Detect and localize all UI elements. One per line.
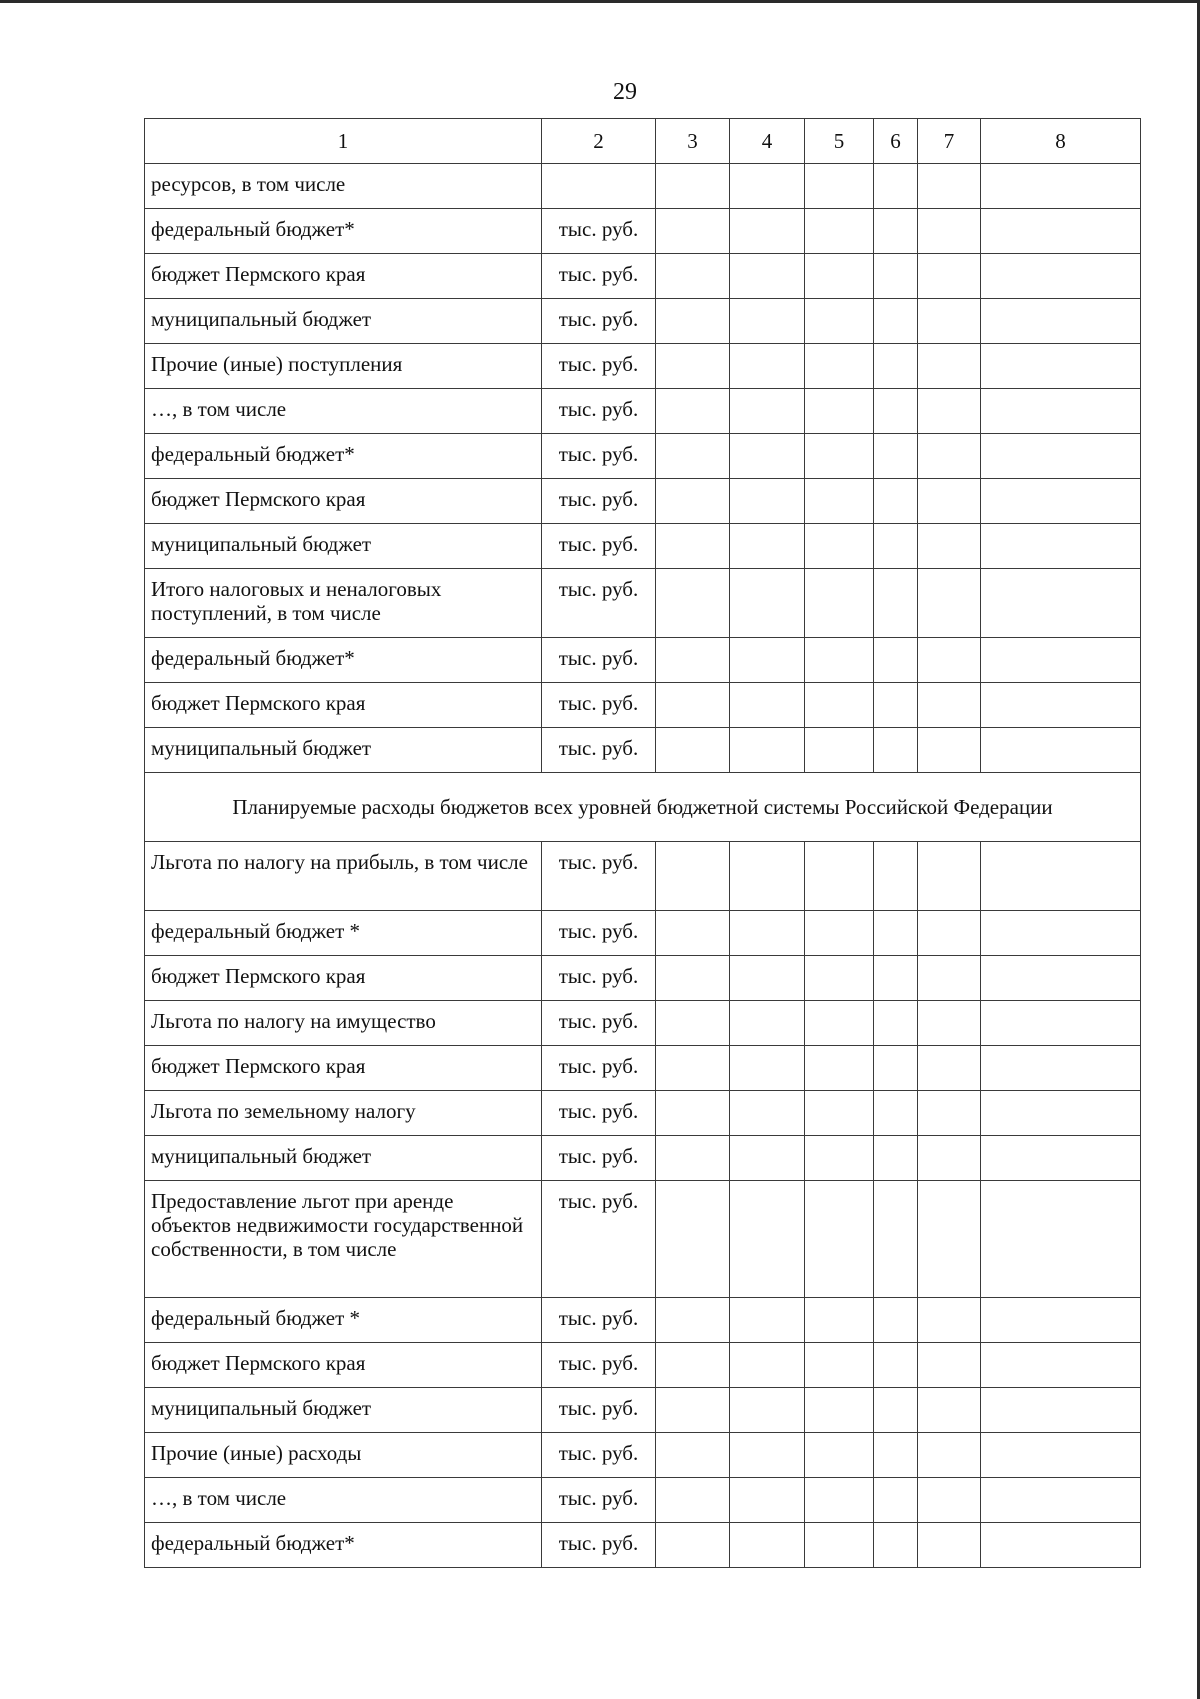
value-cell-col-8	[981, 956, 1141, 1001]
value-cell-col-4	[730, 299, 805, 344]
value-cell-col-7	[918, 434, 981, 479]
row-label: ресурсов, в том числе	[145, 164, 542, 209]
value-cell-col-6	[874, 1001, 918, 1046]
value-cell-col-6	[874, 389, 918, 434]
value-cell-col-3	[656, 1001, 730, 1046]
value-cell-col-6	[874, 911, 918, 956]
value-cell-col-3	[656, 911, 730, 956]
value-cell-col-4	[730, 1136, 805, 1181]
value-cell-col-3	[656, 956, 730, 1001]
row-label: муниципальный бюджет	[145, 1388, 542, 1433]
scan-border-top	[0, 0, 1200, 3]
value-cell-col-7	[918, 209, 981, 254]
value-cell-col-8	[981, 434, 1141, 479]
value-cell-col-4	[730, 1388, 805, 1433]
row-unit: тыс. руб.	[542, 956, 656, 1001]
value-cell-col-6	[874, 842, 918, 911]
row-label: федеральный бюджет*	[145, 638, 542, 683]
row-unit: тыс. руб.	[542, 1298, 656, 1343]
value-cell-col-5	[805, 209, 874, 254]
value-cell-col-4	[730, 1478, 805, 1523]
value-cell-col-4	[730, 956, 805, 1001]
row-label: Прочие (иные) расходы	[145, 1433, 542, 1478]
value-cell-col-6	[874, 1298, 918, 1343]
value-cell-col-8	[981, 479, 1141, 524]
table-row	[145, 1091, 1141, 1136]
value-cell-col-5	[805, 254, 874, 299]
row-label: Предоставление льгот при аренде объектов недвижимости государственной собственности, в том числе	[145, 1181, 542, 1298]
table-row	[145, 1001, 1141, 1046]
value-cell-col-3	[656, 728, 730, 773]
table-row	[145, 1523, 1141, 1568]
value-cell-col-7	[918, 1181, 981, 1298]
value-cell-col-4	[730, 911, 805, 956]
value-cell-col-4	[730, 209, 805, 254]
row-unit: тыс. руб.	[542, 1001, 656, 1046]
row-unit: тыс. руб.	[542, 1091, 656, 1136]
table-row	[145, 1343, 1141, 1388]
value-cell-col-8	[981, 1091, 1141, 1136]
table-row	[145, 209, 1141, 254]
table-row	[145, 389, 1141, 434]
value-cell-col-5	[805, 1136, 874, 1181]
value-cell-col-7	[918, 911, 981, 956]
value-cell-col-3	[656, 1388, 730, 1433]
table-row	[145, 956, 1141, 1001]
table-row	[145, 524, 1141, 569]
table-row	[145, 434, 1141, 479]
column-header-8: 8	[981, 119, 1141, 164]
value-cell-col-5	[805, 569, 874, 638]
value-cell-col-7	[918, 728, 981, 773]
value-cell-col-4	[730, 1091, 805, 1136]
row-label: федеральный бюджет*	[145, 1523, 542, 1568]
table-row	[145, 479, 1141, 524]
value-cell-col-7	[918, 569, 981, 638]
row-unit: тыс. руб.	[542, 1433, 656, 1478]
value-cell-col-3	[656, 1298, 730, 1343]
value-cell-col-3	[656, 209, 730, 254]
value-cell-col-3	[656, 344, 730, 389]
value-cell-col-7	[918, 956, 981, 1001]
value-cell-col-6	[874, 1181, 918, 1298]
row-unit: тыс. руб.	[542, 1181, 656, 1298]
row-unit	[542, 164, 656, 209]
column-header-3: 3	[656, 119, 730, 164]
value-cell-col-4	[730, 842, 805, 911]
value-cell-col-6	[874, 728, 918, 773]
row-label: муниципальный бюджет	[145, 728, 542, 773]
value-cell-col-3	[656, 1343, 730, 1388]
row-unit: тыс. руб.	[542, 1136, 656, 1181]
value-cell-col-3	[656, 389, 730, 434]
value-cell-col-4	[730, 683, 805, 728]
value-cell-col-7	[918, 479, 981, 524]
row-unit: тыс. руб.	[542, 254, 656, 299]
row-label: муниципальный бюджет	[145, 299, 542, 344]
value-cell-col-6	[874, 479, 918, 524]
value-cell-col-4	[730, 389, 805, 434]
table-row	[145, 569, 1141, 638]
value-cell-col-8	[981, 1001, 1141, 1046]
column-header-6: 6	[874, 119, 918, 164]
value-cell-col-5	[805, 1343, 874, 1388]
value-cell-col-3	[656, 683, 730, 728]
value-cell-col-4	[730, 254, 805, 299]
table-header	[145, 119, 1141, 164]
row-label: бюджет Пермского края	[145, 479, 542, 524]
value-cell-col-7	[918, 1478, 981, 1523]
table-row	[145, 683, 1141, 728]
value-cell-col-5	[805, 1181, 874, 1298]
row-label: Льгота по налогу на прибыль, в том числе	[145, 842, 542, 911]
value-cell-col-7	[918, 638, 981, 683]
row-label: муниципальный бюджет	[145, 1136, 542, 1181]
value-cell-col-5	[805, 1298, 874, 1343]
value-cell-col-3	[656, 1478, 730, 1523]
value-cell-col-4	[730, 1298, 805, 1343]
row-unit: тыс. руб.	[542, 683, 656, 728]
value-cell-col-3	[656, 1433, 730, 1478]
value-cell-col-5	[805, 164, 874, 209]
row-label: …, в том числе	[145, 389, 542, 434]
table-row	[145, 1478, 1141, 1523]
column-header-2: 2	[542, 119, 656, 164]
row-label: бюджет Пермского края	[145, 254, 542, 299]
table-row	[145, 1298, 1141, 1343]
value-cell-col-3	[656, 569, 730, 638]
value-cell-col-5	[805, 1433, 874, 1478]
table-row	[145, 299, 1141, 344]
row-unit: тыс. руб.	[542, 1478, 656, 1523]
row-unit: тыс. руб.	[542, 479, 656, 524]
value-cell-col-3	[656, 524, 730, 569]
value-cell-col-8	[981, 728, 1141, 773]
value-cell-col-3	[656, 1046, 730, 1091]
row-unit: тыс. руб.	[542, 389, 656, 434]
value-cell-col-7	[918, 1343, 981, 1388]
row-label: Льгота по земельному налогу	[145, 1091, 542, 1136]
row-unit: тыс. руб.	[542, 1523, 656, 1568]
row-label: Льгота по налогу на имущество	[145, 1001, 542, 1046]
value-cell-col-4	[730, 1523, 805, 1568]
row-label: бюджет Пермского края	[145, 956, 542, 1001]
budget-table	[144, 118, 1141, 1568]
value-cell-col-4	[730, 1001, 805, 1046]
value-cell-col-8	[981, 638, 1141, 683]
value-cell-col-8	[981, 1298, 1141, 1343]
row-label: бюджет Пермского края	[145, 1343, 542, 1388]
value-cell-col-6	[874, 1433, 918, 1478]
column-header-7: 7	[918, 119, 981, 164]
value-cell-col-7	[918, 389, 981, 434]
row-label: Прочие (иные) поступления	[145, 344, 542, 389]
value-cell-col-6	[874, 1388, 918, 1433]
value-cell-col-6	[874, 344, 918, 389]
table-body-expenses	[145, 842, 1141, 1568]
value-cell-col-8	[981, 1433, 1141, 1478]
table-row	[145, 254, 1141, 299]
value-cell-col-7	[918, 1091, 981, 1136]
row-label: федеральный бюджет*	[145, 434, 542, 479]
value-cell-col-7	[918, 1298, 981, 1343]
table-section	[145, 773, 1141, 842]
value-cell-col-8	[981, 164, 1141, 209]
value-cell-col-4	[730, 1343, 805, 1388]
value-cell-col-5	[805, 344, 874, 389]
table-row	[145, 344, 1141, 389]
value-cell-col-7	[918, 1433, 981, 1478]
value-cell-col-3	[656, 299, 730, 344]
value-cell-col-4	[730, 479, 805, 524]
value-cell-col-5	[805, 1388, 874, 1433]
value-cell-col-7	[918, 1046, 981, 1091]
table-row	[145, 1388, 1141, 1433]
value-cell-col-4	[730, 728, 805, 773]
value-cell-col-5	[805, 956, 874, 1001]
value-cell-col-7	[918, 1388, 981, 1433]
section-title: Планируемые расходы бюджетов всех уровней бюджетной системы Российской Федерации	[145, 773, 1141, 842]
value-cell-col-5	[805, 1091, 874, 1136]
value-cell-col-5	[805, 434, 874, 479]
value-cell-col-8	[981, 524, 1141, 569]
value-cell-col-7	[918, 1001, 981, 1046]
value-cell-col-4	[730, 1433, 805, 1478]
value-cell-col-8	[981, 842, 1141, 911]
value-cell-col-3	[656, 164, 730, 209]
table-row	[145, 842, 1141, 911]
value-cell-col-6	[874, 1046, 918, 1091]
value-cell-col-8	[981, 683, 1141, 728]
value-cell-col-5	[805, 842, 874, 911]
value-cell-col-5	[805, 389, 874, 434]
value-cell-col-4	[730, 569, 805, 638]
value-cell-col-8	[981, 1181, 1141, 1298]
value-cell-col-4	[730, 164, 805, 209]
value-cell-col-3	[656, 1091, 730, 1136]
value-cell-col-4	[730, 344, 805, 389]
value-cell-col-5	[805, 911, 874, 956]
value-cell-col-7	[918, 299, 981, 344]
value-cell-col-3	[656, 842, 730, 911]
row-unit: тыс. руб.	[542, 209, 656, 254]
section-row	[145, 773, 1141, 842]
value-cell-col-3	[656, 479, 730, 524]
value-cell-col-5	[805, 299, 874, 344]
value-cell-col-6	[874, 209, 918, 254]
header-row	[145, 119, 1141, 164]
value-cell-col-4	[730, 1181, 805, 1298]
value-cell-col-4	[730, 1046, 805, 1091]
value-cell-col-4	[730, 638, 805, 683]
row-unit: тыс. руб.	[542, 1343, 656, 1388]
value-cell-col-5	[805, 479, 874, 524]
value-cell-col-6	[874, 683, 918, 728]
row-unit: тыс. руб.	[542, 524, 656, 569]
value-cell-col-3	[656, 638, 730, 683]
table-row	[145, 728, 1141, 773]
row-label: федеральный бюджет *	[145, 911, 542, 956]
value-cell-col-5	[805, 1478, 874, 1523]
value-cell-col-6	[874, 1343, 918, 1388]
column-header-5: 5	[805, 119, 874, 164]
value-cell-col-5	[805, 1001, 874, 1046]
row-label: муниципальный бюджет	[145, 524, 542, 569]
value-cell-col-6	[874, 299, 918, 344]
row-unit: тыс. руб.	[542, 1046, 656, 1091]
value-cell-col-4	[730, 434, 805, 479]
value-cell-col-8	[981, 389, 1141, 434]
row-unit: тыс. руб.	[542, 728, 656, 773]
table-row	[145, 1181, 1141, 1298]
row-unit: тыс. руб.	[542, 842, 656, 911]
row-label: федеральный бюджет *	[145, 1298, 542, 1343]
value-cell-col-8	[981, 1478, 1141, 1523]
row-unit: тыс. руб.	[542, 911, 656, 956]
value-cell-col-5	[805, 728, 874, 773]
table-body-revenues	[145, 164, 1141, 773]
value-cell-col-8	[981, 254, 1141, 299]
value-cell-col-5	[805, 1523, 874, 1568]
table-row	[145, 638, 1141, 683]
value-cell-col-3	[656, 254, 730, 299]
row-label: федеральный бюджет*	[145, 209, 542, 254]
value-cell-col-6	[874, 434, 918, 479]
value-cell-col-8	[981, 1136, 1141, 1181]
value-cell-col-8	[981, 1046, 1141, 1091]
value-cell-col-6	[874, 164, 918, 209]
value-cell-col-3	[656, 1523, 730, 1568]
row-unit: тыс. руб.	[542, 344, 656, 389]
value-cell-col-7	[918, 683, 981, 728]
value-cell-col-8	[981, 299, 1141, 344]
table-row	[145, 164, 1141, 209]
value-cell-col-5	[805, 1046, 874, 1091]
row-unit: тыс. руб.	[542, 434, 656, 479]
value-cell-col-7	[918, 1136, 981, 1181]
value-cell-col-3	[656, 434, 730, 479]
row-label: бюджет Пермского края	[145, 683, 542, 728]
column-header-1: 1	[145, 119, 542, 164]
value-cell-col-6	[874, 1478, 918, 1523]
value-cell-col-6	[874, 569, 918, 638]
value-cell-col-7	[918, 524, 981, 569]
value-cell-col-6	[874, 1136, 918, 1181]
page-number: 29	[613, 79, 637, 105]
column-header-4: 4	[730, 119, 805, 164]
value-cell-col-8	[981, 569, 1141, 638]
value-cell-col-8	[981, 209, 1141, 254]
value-cell-col-6	[874, 254, 918, 299]
value-cell-col-7	[918, 842, 981, 911]
value-cell-col-6	[874, 1523, 918, 1568]
value-cell-col-7	[918, 1523, 981, 1568]
table-row	[145, 1046, 1141, 1091]
value-cell-col-8	[981, 1343, 1141, 1388]
value-cell-col-8	[981, 1523, 1141, 1568]
value-cell-col-7	[918, 344, 981, 389]
value-cell-col-8	[981, 1388, 1141, 1433]
value-cell-col-6	[874, 524, 918, 569]
value-cell-col-8	[981, 344, 1141, 389]
value-cell-col-3	[656, 1136, 730, 1181]
value-cell-col-5	[805, 638, 874, 683]
row-unit: тыс. руб.	[542, 638, 656, 683]
row-unit: тыс. руб.	[542, 569, 656, 638]
value-cell-col-6	[874, 1091, 918, 1136]
row-unit: тыс. руб.	[542, 1388, 656, 1433]
row-label: …, в том числе	[145, 1478, 542, 1523]
table-row	[145, 1433, 1141, 1478]
table-row	[145, 1136, 1141, 1181]
value-cell-col-5	[805, 524, 874, 569]
value-cell-col-7	[918, 164, 981, 209]
table-row	[145, 911, 1141, 956]
value-cell-col-3	[656, 1181, 730, 1298]
value-cell-col-6	[874, 638, 918, 683]
row-unit: тыс. руб.	[542, 299, 656, 344]
value-cell-col-8	[981, 911, 1141, 956]
value-cell-col-5	[805, 683, 874, 728]
value-cell-col-4	[730, 524, 805, 569]
value-cell-col-7	[918, 254, 981, 299]
row-label: бюджет Пермского края	[145, 1046, 542, 1091]
value-cell-col-6	[874, 956, 918, 1001]
row-label: Итого налоговых и неналоговых поступлений, в том числе	[145, 569, 542, 638]
